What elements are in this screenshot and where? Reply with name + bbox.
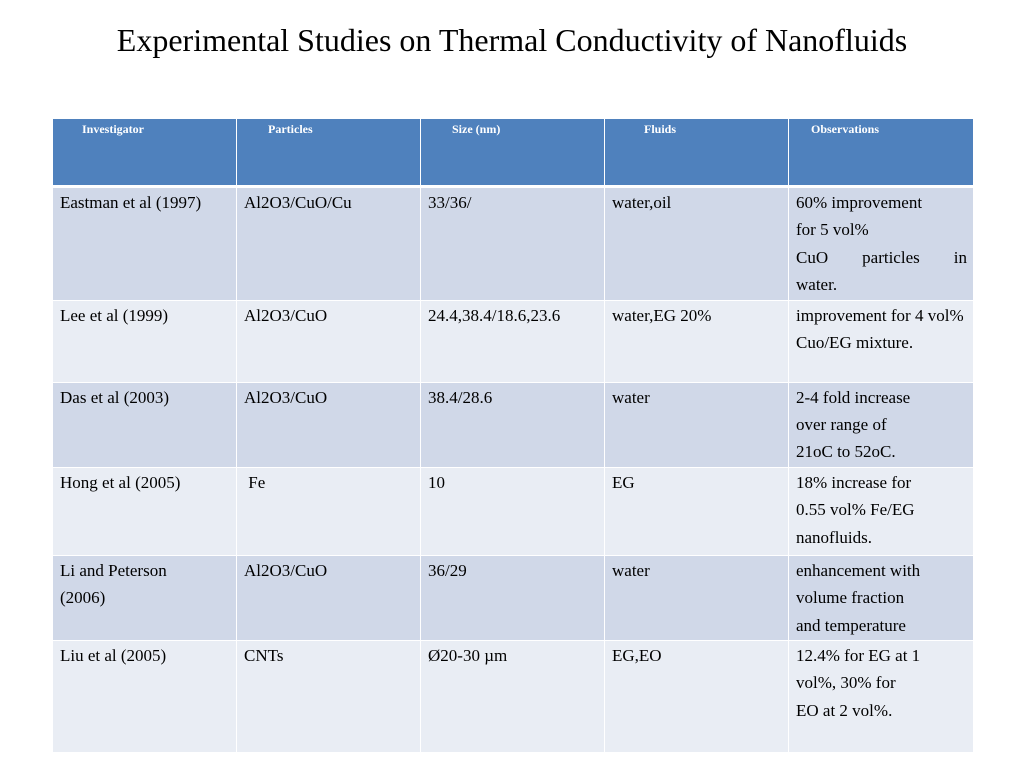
cell-observations: improvement for 4 vol% Cuo/EG mixture. xyxy=(789,300,974,382)
cell-fluids: water,oil xyxy=(605,187,789,301)
cell-fluids: EG,EO xyxy=(605,641,789,753)
cell-size: 10 xyxy=(421,467,605,555)
cell-investigator: Li and Peterson (2006) xyxy=(53,555,237,640)
table-row xyxy=(53,300,974,382)
cell-fluids: water,EG 20% xyxy=(605,300,789,382)
cell-fluids: water xyxy=(605,555,789,640)
header-fluids: Fluids xyxy=(605,119,789,187)
slide-title: Experimental Studies on Thermal Conductivity of Nanofluids xyxy=(116,22,908,58)
header-particles: Particles xyxy=(237,119,421,187)
table-row xyxy=(53,555,974,640)
header-size: Size (nm) xyxy=(421,119,605,187)
cell-particles: Al2O3/CuO xyxy=(237,382,421,467)
cell-observations: 12.4% for EG at 1 vol%, 30% for EO at 2 vol%. xyxy=(789,641,974,753)
cell-fluids: EG xyxy=(605,467,789,555)
table-header-row xyxy=(53,119,974,187)
cell-observations: enhancement with volume fraction and temperature xyxy=(789,555,974,640)
cell-investigator: Hong et al (2005) xyxy=(53,467,237,555)
cell-size: 24.4,38.4/18.6,23.6 xyxy=(421,300,605,382)
cell-particles: Fe xyxy=(237,467,421,555)
cell-size: Ø20-30 µm xyxy=(421,641,605,753)
cell-investigator: Liu et al (2005) xyxy=(53,641,237,753)
cell-investigator: Das et al (2003) xyxy=(53,382,237,467)
cell-investigator: Eastman et al (1997) xyxy=(53,187,237,301)
cell-particles: Al2O3/CuO/Cu xyxy=(237,187,421,301)
header-observations: Observations xyxy=(789,119,974,187)
cell-size: 36/29 xyxy=(421,555,605,640)
table-row xyxy=(53,467,974,555)
cell-particles: Al2O3/CuO xyxy=(237,300,421,382)
cell-investigator: Lee et al (1999) xyxy=(53,300,237,382)
cell-fluids: water xyxy=(605,382,789,467)
cell-observations: 60% improvement for 5 vol% CuO particles in water. xyxy=(789,187,974,301)
cell-size: 33/36/ xyxy=(421,187,605,301)
header-investigator: Investigator xyxy=(53,119,237,187)
table-row xyxy=(53,187,974,301)
table-row xyxy=(53,641,974,753)
nanofluids-table xyxy=(52,118,974,753)
cell-size: 38.4/28.6 xyxy=(421,382,605,467)
cell-particles: CNTs xyxy=(237,641,421,753)
cell-particles: Al2O3/CuO xyxy=(237,555,421,640)
cell-observations: 2-4 fold increase over range of 21oC to 52oC. xyxy=(789,382,974,467)
table-row xyxy=(53,382,974,467)
cell-observations: 18% increase for 0.55 vol% Fe/EG nanofluids. xyxy=(789,467,974,555)
